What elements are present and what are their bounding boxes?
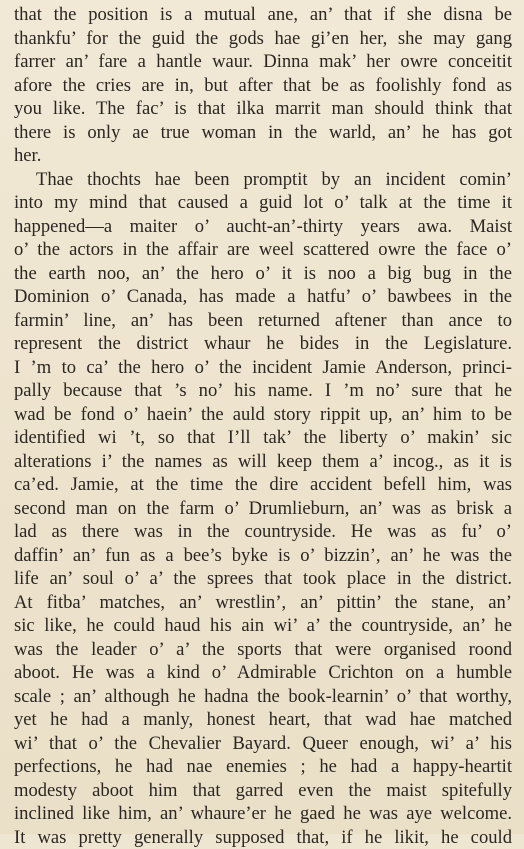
- text-line: happened—a maiter o’ aucht-an’-thirty years awa. Maist: [14, 215, 512, 239]
- page-text: [14, 3, 512, 849]
- text-line: perfections, he had nae enemies ; he had a happy-heartit: [14, 755, 512, 779]
- text-line: Thae thochts hae been promptit by an incident comin’: [14, 168, 512, 192]
- text-line: was the leader o’ a’ the sports that were organised roond: [14, 638, 512, 662]
- text-line: wad be fond o’ haein’ the auld story rippit up, an’ him to be: [14, 403, 512, 427]
- text-line: farmin’ line, an’ has been returned aftener than ance to: [14, 309, 512, 333]
- text-line: farrer an’ fare a hantle waur. Dinna mak’ her owre conceitit: [14, 50, 512, 74]
- text-line: afore the cries are in, but after that be as foolishly fond as: [14, 74, 512, 98]
- text-line: the earth noo, an’ the hero o’ it is noo a big bug in the: [14, 262, 512, 286]
- text-line: thankfu’ for the guid the gods hae gi’en her, she may gang: [14, 27, 512, 51]
- text-line: aboot. He was a kind o’ Admirable Crichton on a humble: [14, 661, 512, 685]
- text-line: you like. The fac’ is that ilka marrit man should think that: [14, 97, 512, 121]
- text-line: into my mind that caused a guid lot o’ talk at the time it: [14, 191, 512, 215]
- text-line: alterations i’ the names as will keep them a’ incog., as it is: [14, 450, 512, 474]
- text-line: represent the district whaur he bides in the Legislature.: [14, 332, 512, 356]
- text-line: her.: [14, 144, 512, 168]
- text-line: pally because that ’s no’ his name. I ’m no’ sure that he: [14, 379, 512, 403]
- text-line: wi’ that o’ the Chevalier Bayard. Queer enough, wi’ a’ his: [14, 732, 512, 756]
- text-line: modesty aboot him that garred even the maist spitefully: [14, 779, 512, 803]
- text-line: life an’ soul o’ a’ the sprees that took place in the district.: [14, 567, 512, 591]
- text-line: daffin’ an’ fun as a bee’s byke is o’ bizzin’, an’ he was the: [14, 544, 512, 568]
- text-line: scale ; an’ although he hadna the book-learnin’ o’ that worthy,: [14, 685, 512, 709]
- text-line: At fitba’ matches, an’ wrestlin’, an’ pittin’ the stane, an’: [14, 591, 512, 615]
- text-line: It was pretty generally supposed that, if he likit, he could: [14, 826, 512, 849]
- text-line: o’ the actors in the affair are weel scattered owre the face o’: [14, 238, 512, 262]
- text-line: lad as there was in the countryside. He was as fu’ o’: [14, 520, 512, 544]
- text-line: that the position is a mutual ane, an’ that if she disna be: [14, 3, 512, 27]
- text-line: identified wi ’t, so that I’ll tak’ the liberty o’ makin’ sic: [14, 426, 512, 450]
- text-line: inclined like him, an’ whaure’er he gaed he was aye welcome.: [14, 802, 512, 826]
- text-line: there is only ae true woman in the warld, an’ he has got: [14, 121, 512, 145]
- text-line: Dominion o’ Canada, has made a hatfu’ o’ bawbees in the: [14, 285, 512, 309]
- text-line: second man on the farm o’ Drumlieburn, an’ was as brisk a: [14, 497, 512, 521]
- text-line: yet he had a manly, honest heart, that wad hae matched: [14, 708, 512, 732]
- text-line: I ’m to ca’ the hero o’ the incident Jamie Anderson, princi-: [14, 356, 512, 380]
- text-line: ca’ed. Jamie, at the time the dire accident befell him, was: [14, 473, 512, 497]
- text-line: sic like, he could haud his ain wi’ a’ the countryside, an’ he: [14, 614, 512, 638]
